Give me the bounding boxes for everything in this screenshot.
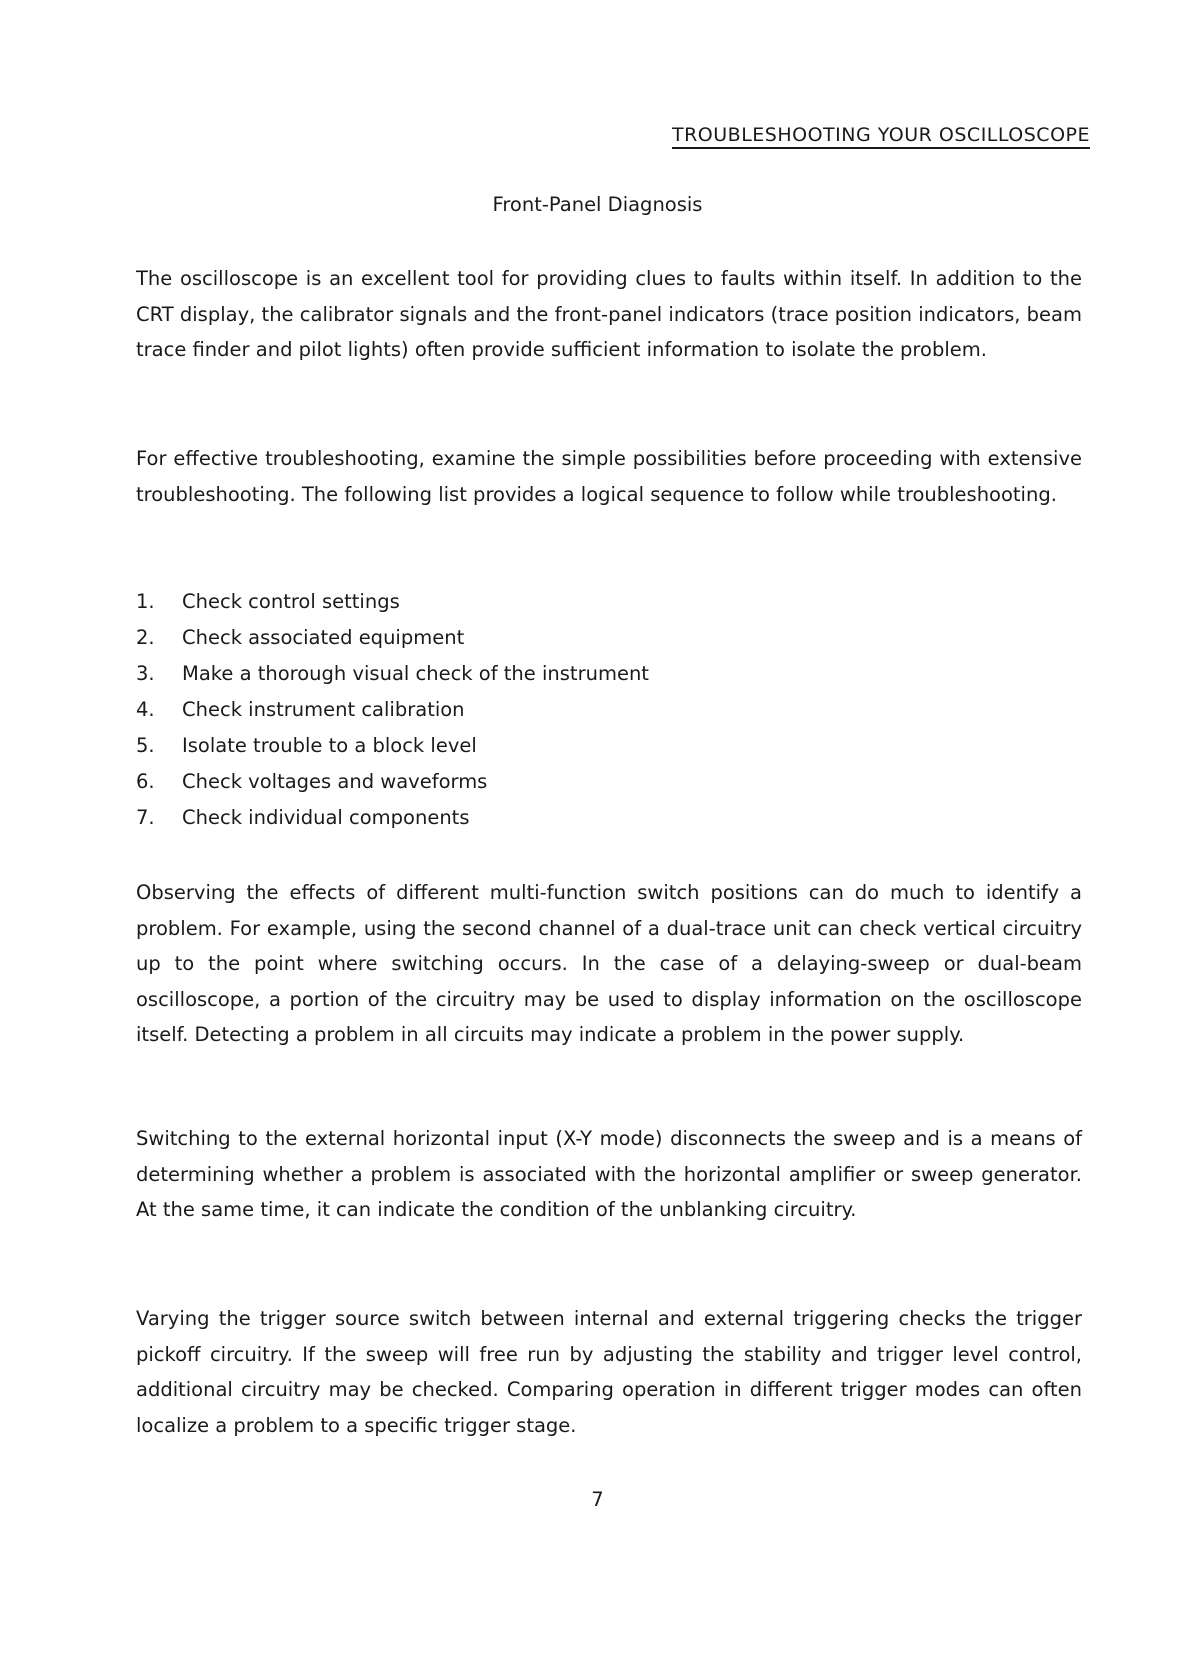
list-item-number: 1. [136, 590, 155, 613]
list-item [136, 800, 1036, 836]
list-item [136, 656, 1036, 692]
list-item-text: Isolate trouble to a block level [182, 734, 477, 757]
troubleshooting-steps-list [136, 584, 1036, 836]
list-item [136, 620, 1036, 656]
list-item-number: 5. [136, 734, 155, 757]
list-item-number: 7. [136, 806, 155, 829]
list-item-number: 3. [136, 662, 155, 685]
running-header: TROUBLESHOOTING YOUR OSCILLOSCOPE [672, 124, 1090, 146]
paragraph-multi-function-switch: Observing the effects of different multi-function switch positions can do much to identify a problem. For example, using the second channel of a dual-trace unit can check vertical circuitry up to the point where switching occurs. In the case of a delaying-sweep or dual-beam oscilloscope, a portion of the circuitry may be used to display information on the oscilloscope itself. Detecting a problem in all circuits may indicate a problem in the power supply. [136, 881, 1082, 1046]
list-item-text: Check control settings [182, 590, 400, 613]
list-item-text: Check instrument calibration [182, 698, 465, 721]
paragraph-intro: The oscilloscope is an excellent tool for providing clues to faults within itself. In addition to the CRT display, the calibrator signals and the front-panel indicators (trace position indicators, beam trace finder and pilot lights) often provide sufficient information to isolate the problem. [136, 267, 1082, 361]
paragraph-trigger-source: Varying the trigger source switch between internal and external triggering checks the trigger pickoff circuitry. If the sweep will free run by adjusting the stability and trigger level control, additional circuitry may be checked. Comparing operation in different trigger modes can often localize a problem to a specific trigger stage. [136, 1307, 1082, 1437]
list-item-text: Check individual components [182, 806, 470, 829]
page-number: 7 [591, 1488, 604, 1511]
list-item [136, 728, 1036, 764]
section-title: Front-Panel Diagnosis [492, 193, 703, 216]
list-item-text: Check associated equipment [182, 626, 465, 649]
list-item-text: Make a thorough visual check of the instrument [182, 662, 649, 685]
paragraph-effective-troubleshooting: For effective troubleshooting, examine the simple possibilities before proceeding with extensive troubleshooting. The following list provides a logical sequence to follow while troubleshooting. [136, 447, 1082, 506]
list-item-number: 2. [136, 626, 155, 649]
list-item [136, 692, 1036, 728]
list-item-number: 6. [136, 770, 155, 793]
list-item-number: 4. [136, 698, 155, 721]
paragraph-xy-mode: Switching to the external horizontal input (X-Y mode) disconnects the sweep and is a means of determining whether a problem is associated with the horizontal amplifier or sweep generator. At the same time, it can indicate the condition of the unblanking circuitry. [136, 1127, 1082, 1221]
list-item [136, 584, 1036, 620]
list-item-text: Check voltages and waveforms [182, 770, 488, 793]
list-item [136, 764, 1036, 800]
